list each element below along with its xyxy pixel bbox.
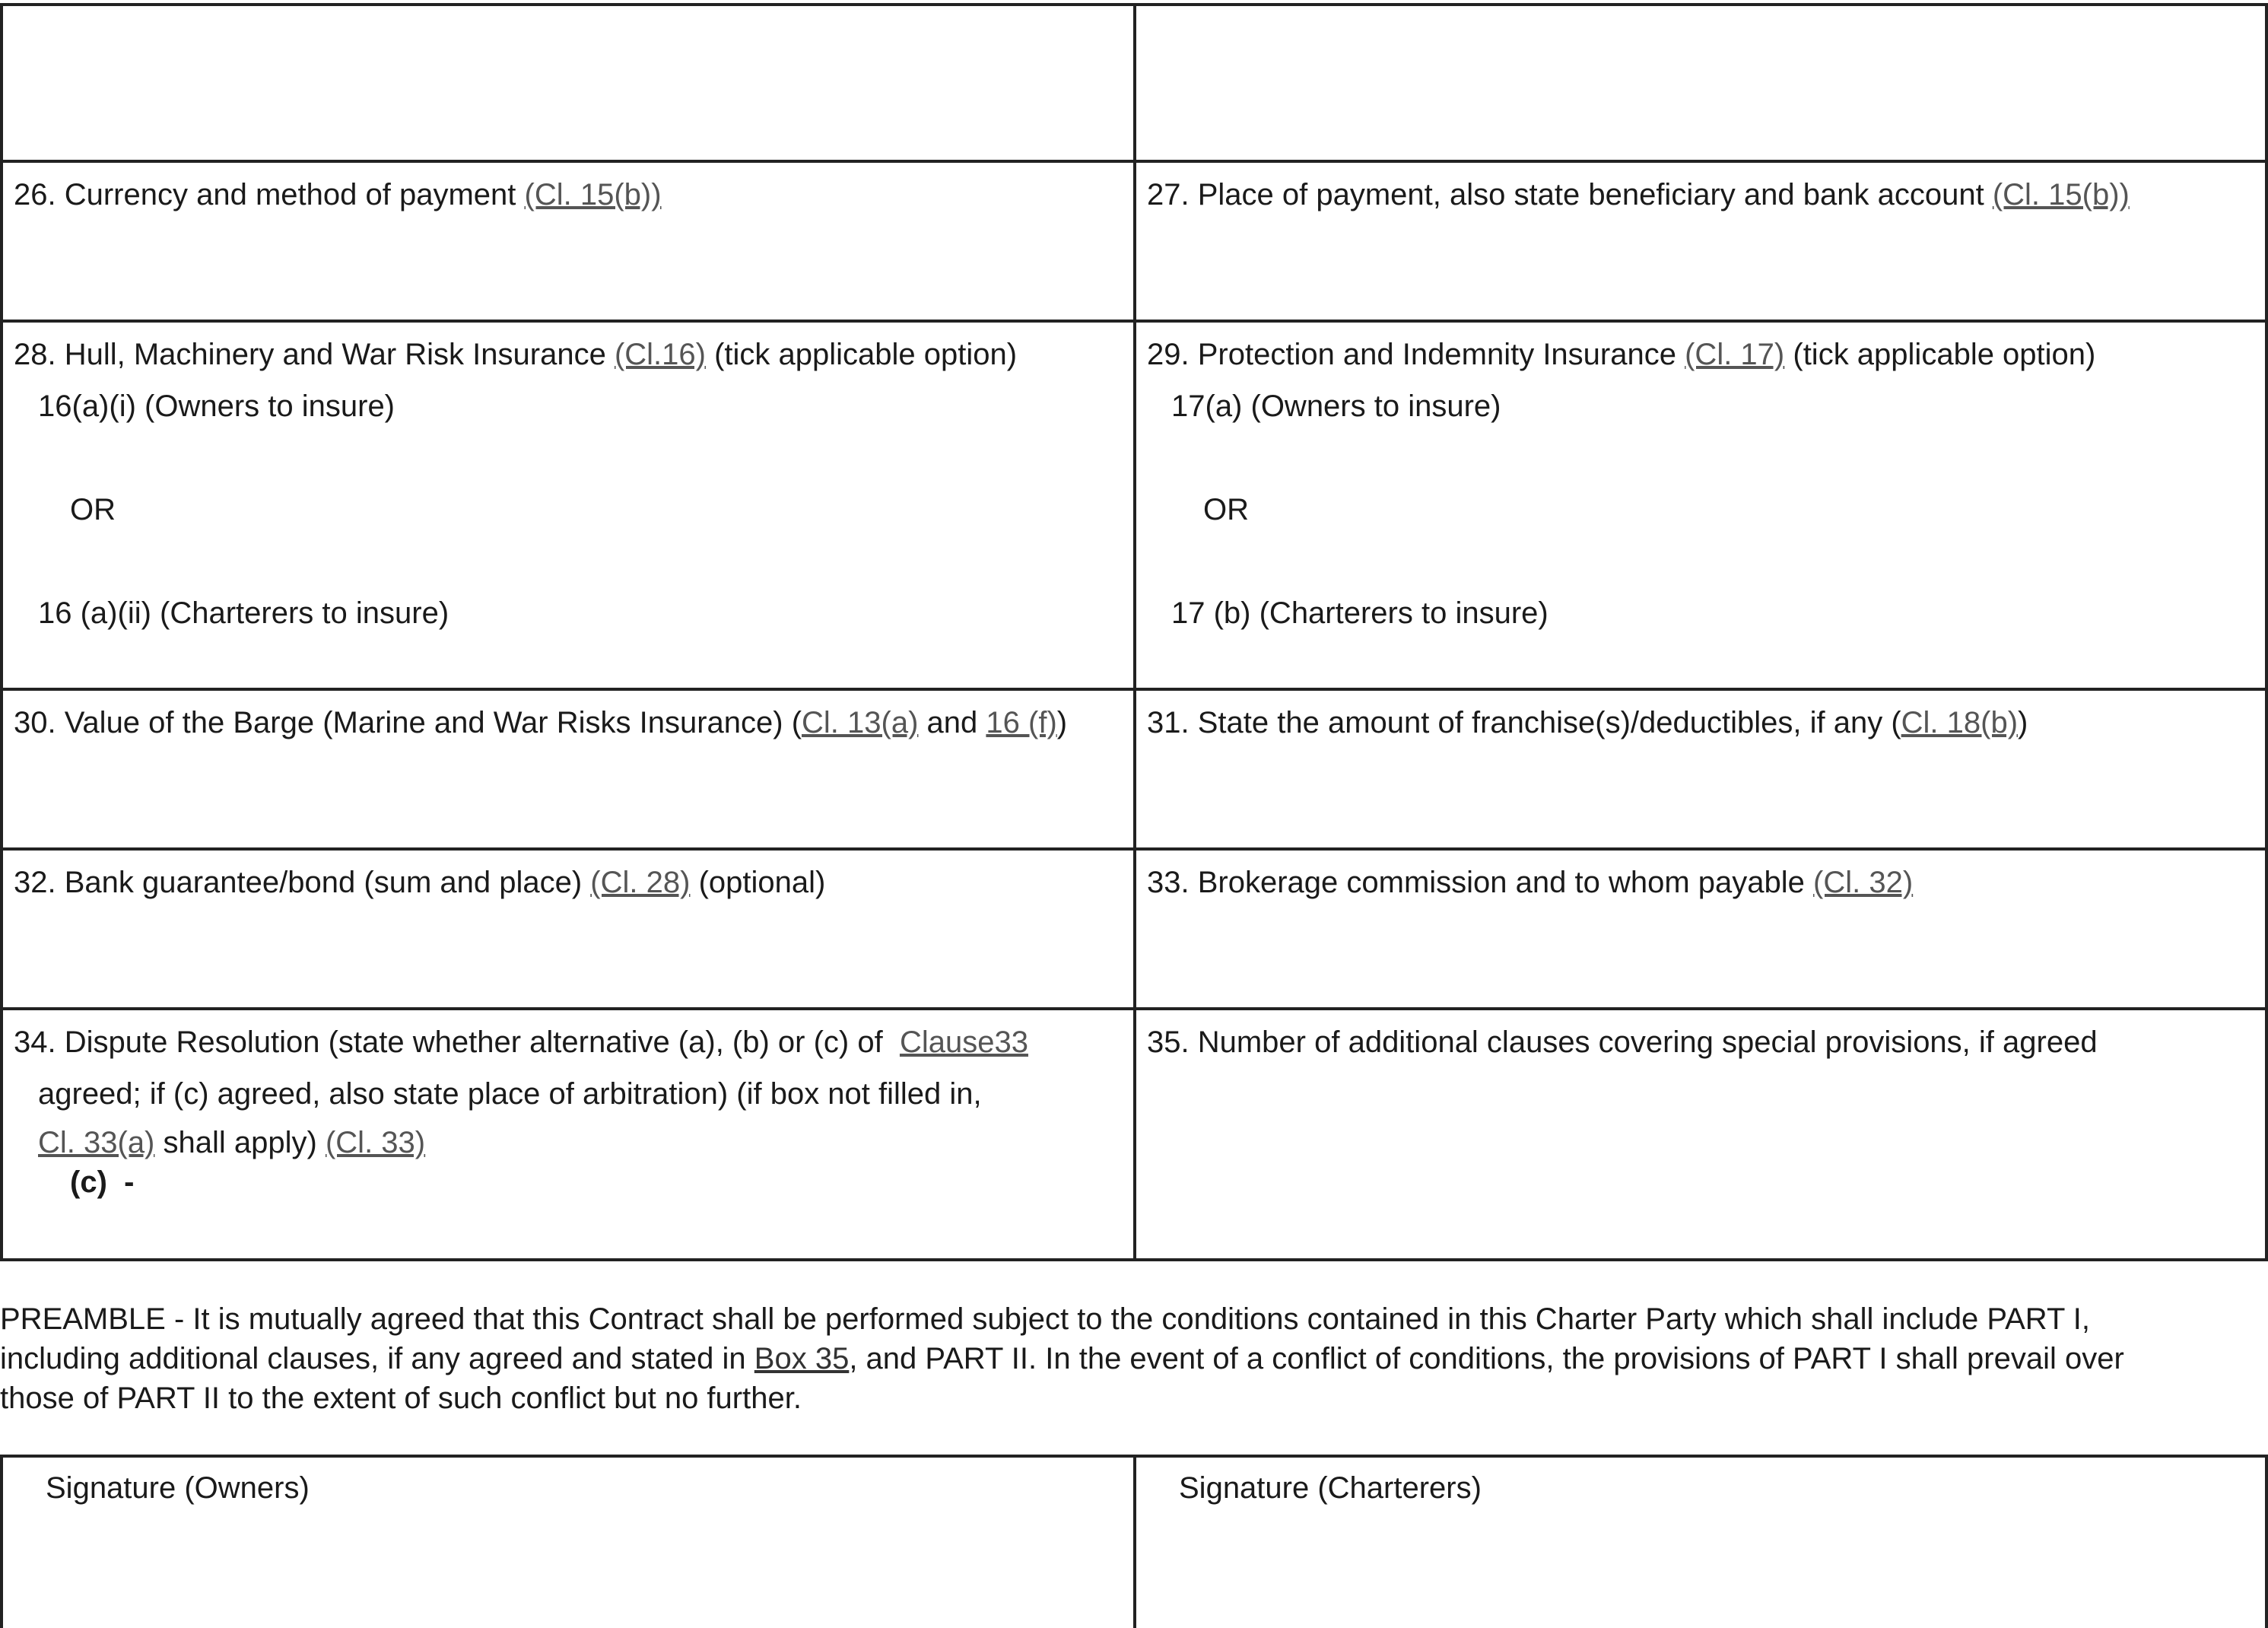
- row-32-33: [0, 851, 2268, 1010]
- box-30-clause-link-16f[interactable]: 16 (f): [986, 706, 1057, 739]
- box-35[interactable]: [1136, 1010, 2268, 1258]
- box-31-label: 31. State the amount of franchise(s)/deductibles, if any (: [1147, 706, 1901, 739]
- box-28-or: OR: [70, 493, 116, 526]
- signature-row: [0, 1455, 2268, 1628]
- box-28-label: 28. Hull, Machinery and War Risk Insurance: [14, 338, 606, 371]
- box-27[interactable]: [1136, 163, 2268, 320]
- box-31-tail: ): [2018, 706, 2028, 739]
- box-34-shall-apply: shall apply): [163, 1126, 317, 1159]
- box-32-suffix: (optional): [698, 866, 826, 899]
- box-33[interactable]: [1136, 851, 2268, 1007]
- box-34-line2: agreed; if (c) agreed, also state place of arbitration) (if box not filled in,: [38, 1077, 982, 1111]
- box-29-option-owners[interactable]: 17(a) (Owners to insure): [1171, 390, 1501, 423]
- box-32-label: 32. Bank guarantee/bond (sum and place): [14, 866, 583, 899]
- signature-charterers-box[interactable]: [1136, 1458, 2268, 1628]
- signature-charterers-label: Signature (Charterers): [1179, 1471, 1482, 1505]
- box-33-clause-link[interactable]: (Cl. 32): [1813, 866, 1914, 899]
- box-30-and: and: [926, 706, 978, 739]
- row-28-29: [0, 323, 2268, 691]
- signature-owners-label: Signature (Owners): [46, 1471, 310, 1505]
- box-29-option-charterers[interactable]: 17 (b) (Charterers to insure): [1171, 596, 1549, 630]
- box-29-label: 29. Protection and Indemnity Insurance: [1147, 338, 1676, 371]
- box-33-label: 33. Brokerage commission and to whom payable: [1147, 866, 1805, 899]
- box-28[interactable]: [0, 323, 1136, 688]
- box-35-label: 35. Number of additional clauses covering special provisions, if agreed: [1147, 1025, 2098, 1059]
- box-27-label: 27. Place of payment, also state beneficiary and bank account: [1147, 178, 1984, 211]
- row-30-31: [0, 691, 2268, 851]
- box-25-right-continuation[interactable]: [1136, 6, 2268, 160]
- box-29[interactable]: [1136, 323, 2268, 688]
- row-34-35: [0, 1010, 2268, 1261]
- box-34-clause-link[interactable]: Clause33: [899, 1025, 1028, 1059]
- box-26[interactable]: [0, 163, 1136, 320]
- box-34-clause-link-33[interactable]: (Cl. 33): [325, 1126, 426, 1159]
- top-empty-row: [0, 6, 2268, 163]
- box-30-clause-link-13a[interactable]: Cl. 13(a): [802, 706, 919, 739]
- box-26-label: 26. Currency and method of payment: [14, 178, 516, 211]
- box-27-clause-link[interactable]: (Cl. 15(b)): [1992, 178, 2130, 211]
- preamble-box-35-link[interactable]: Box 35: [754, 1342, 850, 1375]
- box-34-clause-link-33a[interactable]: Cl. 33(a): [38, 1126, 155, 1159]
- box-31-clause-link[interactable]: Cl. 18(b): [1901, 706, 2019, 739]
- preamble-line-2-start: including additional clauses, if any agreed and stated in: [0, 1342, 746, 1375]
- box-25-left-continuation[interactable]: [0, 6, 1136, 160]
- box-34-value[interactable]: (c) -: [70, 1165, 135, 1199]
- box-29-or: OR: [1203, 493, 1249, 526]
- preamble-line-3: those of PART II to the extent of such conflict but no further.: [0, 1382, 802, 1415]
- preamble: [0, 1299, 2130, 1418]
- box-32[interactable]: [0, 851, 1136, 1007]
- box-29-suffix: (tick applicable option): [1793, 338, 2096, 371]
- box-26-clause-link[interactable]: (Cl. 15(b)): [524, 178, 662, 211]
- signature-owners-box[interactable]: [0, 1458, 1136, 1628]
- box-30-tail: ): [1056, 706, 1068, 739]
- box-28-option-charterers[interactable]: 16 (a)(ii) (Charterers to insure): [38, 596, 449, 630]
- box-32-clause-link[interactable]: (Cl. 28): [590, 866, 691, 899]
- preamble-line-2: [0, 1339, 2130, 1378]
- box-30[interactable]: [0, 691, 1136, 847]
- preamble-line-2-end: , and PART II. In the event of a conflict of conditions, the provisions of PART I shall prevail over: [849, 1342, 2124, 1375]
- box-28-suffix: (tick applicable option): [714, 338, 1018, 371]
- box-28-option-owners[interactable]: 16(a)(i) (Owners to insure): [38, 390, 395, 423]
- box-34-label: 34. Dispute Resolution (state whether alternative (a), (b) or (c) of: [14, 1025, 883, 1059]
- box-30-label: 30. Value of the Barge (Marine and War Risks Insurance) (: [14, 706, 802, 739]
- preamble-line-1: PREAMBLE - It is mutually agreed that this Contract shall be performed subject to the conditions contained in this Charter Party which shall include PART I,: [0, 1302, 2091, 1336]
- row-26-27: [0, 163, 2268, 323]
- box-34[interactable]: [0, 1010, 1136, 1258]
- box-29-clause-link[interactable]: (Cl. 17): [1685, 338, 1785, 371]
- box-31[interactable]: [1136, 691, 2268, 847]
- box-28-clause-link[interactable]: (Cl.16): [614, 338, 706, 371]
- boxes-grid: [0, 3, 2268, 1261]
